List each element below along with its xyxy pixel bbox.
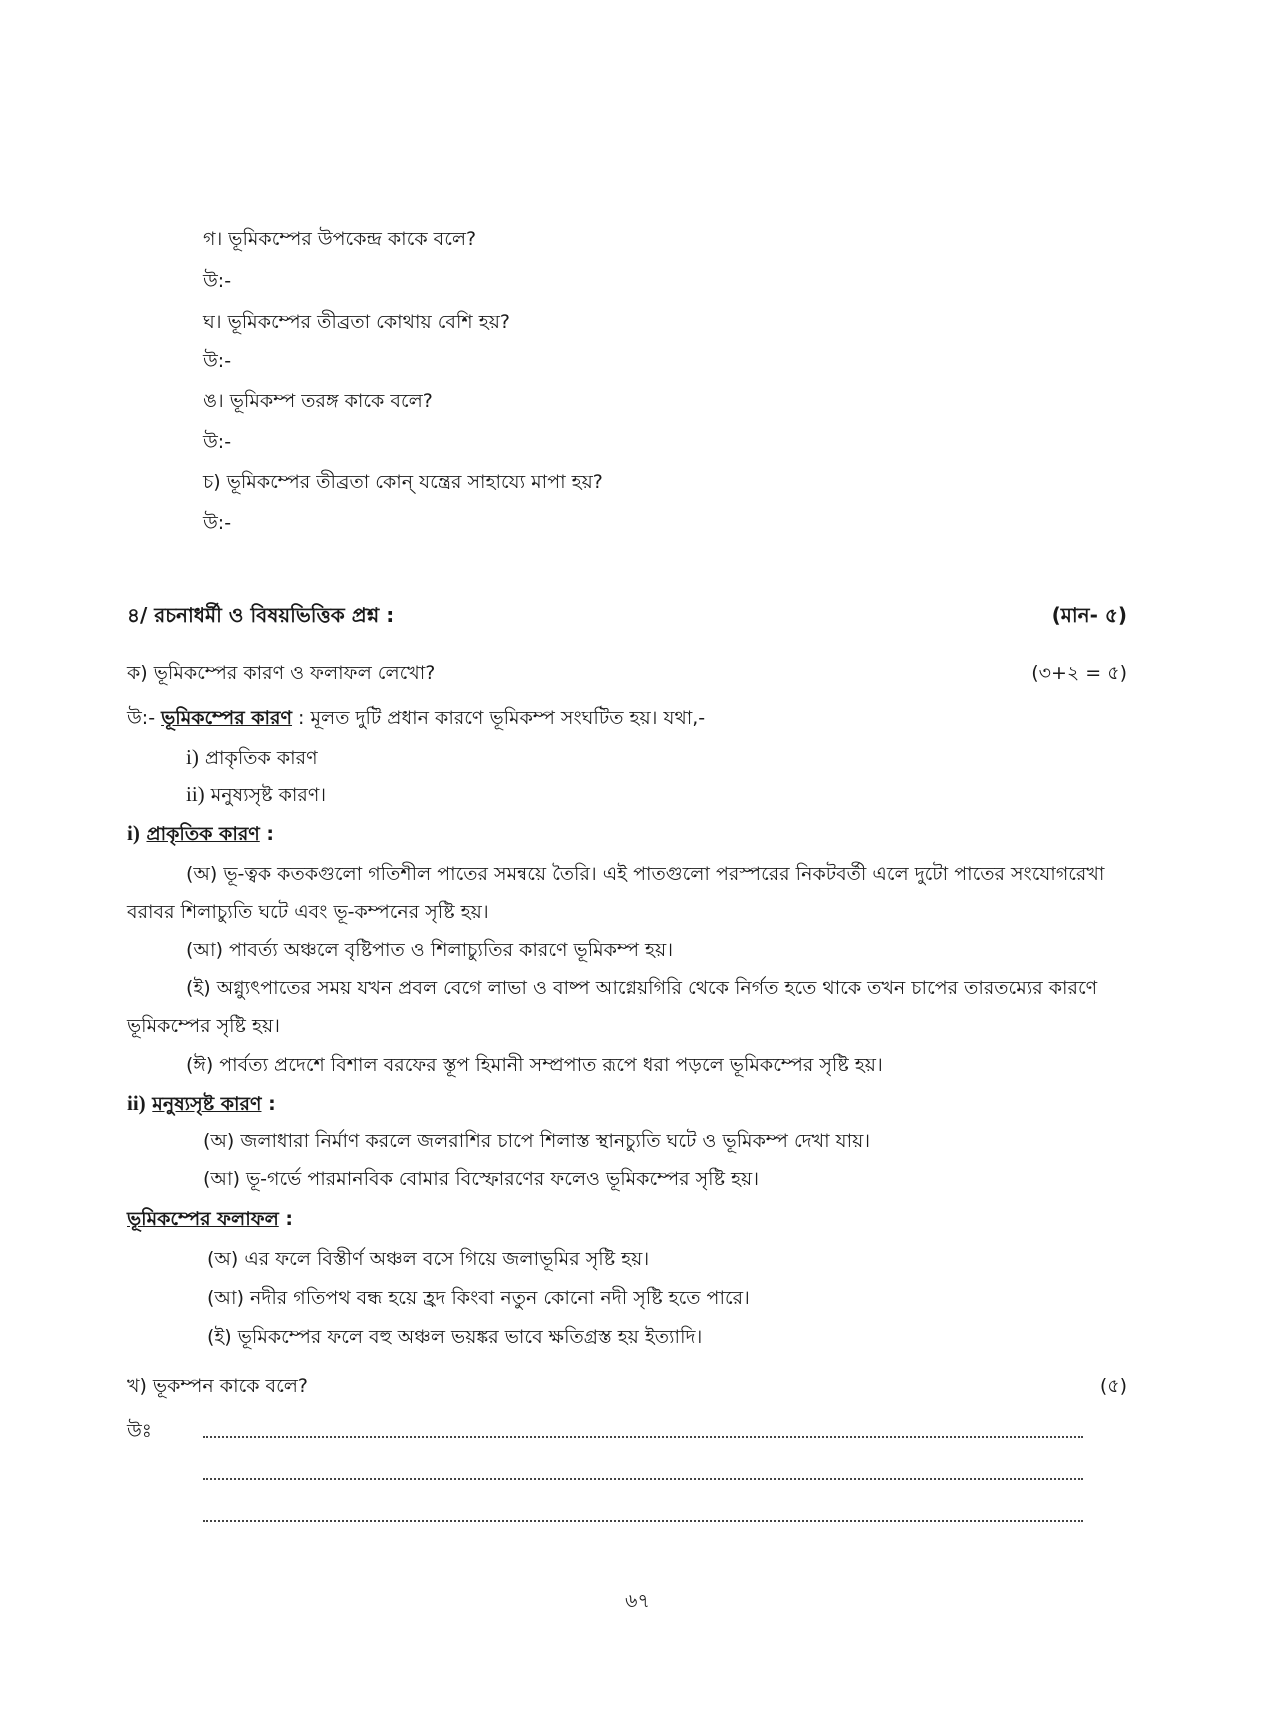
effects-title: ভূমিকম্পের ফলাফল bbox=[127, 1208, 279, 1230]
list-item-natural bbox=[186, 744, 318, 771]
effects-colon: : bbox=[278, 1208, 293, 1230]
question-ka: ক) ভূমিকম্পের কারণ ও ফলাফল লেখো? bbox=[127, 662, 436, 684]
causes-heading: ভূমিকম্পের কারণ bbox=[161, 707, 293, 729]
natural-p3-line2: ভূমিকম্পের সৃষ্টি হয়। bbox=[127, 1015, 280, 1037]
list-num: ii) bbox=[186, 782, 205, 806]
effects-item-3: (ই) ভূমিকম্পের ফলে বহু অঞ্চল ভয়ঙ্কর ভাবে ক্ষতিগ্রস্ত হয় ইত্যাদি। bbox=[207, 1326, 703, 1348]
section-marks: (মান- ৫) bbox=[1051, 603, 1127, 627]
answer-dotted-line-2 bbox=[203, 1478, 1083, 1480]
list-num: i) bbox=[186, 745, 199, 769]
answer-dotted-line-1 bbox=[203, 1436, 1083, 1438]
natural-colon: : bbox=[259, 823, 274, 845]
question-gha: ঘ। ভূমিকম্পের তীব্রতা কোথায় বেশি হয়? bbox=[203, 311, 510, 333]
question-cha: চ) ভূমিকম্পের তীব্রতা কোন্ যন্ত্রের সাহায্যে মাপা হয়? bbox=[203, 471, 603, 493]
manmade-p2: (আ) ভূ-গর্ভে পারমানবিক বোমার বিস্ফোরণের ফলেও ভূমিকম্পের সৃষ্টি হয়। bbox=[203, 1168, 759, 1190]
question-ga: গ। ভূমিকম্পের উপকেন্দ্র কাকে বলে? bbox=[203, 228, 477, 250]
answer-ga: উ:- bbox=[203, 270, 232, 292]
natural-p3-line1: (ই) অগ্ন্যুৎপাতের সময় যখন প্রবল বেগে লাভা ও বাষ্প আগ্নেয়গিরি থেকে নির্গত হতে থাকে তখন চাপের তারতম্যের কারণে bbox=[186, 977, 1098, 999]
manmade-heading bbox=[127, 1090, 276, 1117]
effects-item-1: (অ) এর ফলে বিস্তীর্ণ অঞ্চল বসে গিয়ে জলাভূমির সৃষ্টি হয়। bbox=[207, 1248, 650, 1270]
question-ka-marks: (৩+২ = ৫) bbox=[1031, 662, 1127, 684]
natural-p1-line2: বরাবর শিলাচ্যুতি ঘটে এবং ভূ-কম্পনের সৃষ্টি হয়। bbox=[127, 901, 489, 923]
answer-ka-intro bbox=[127, 705, 705, 731]
effects-heading bbox=[127, 1206, 293, 1232]
manmade-p1: (অ) জলাধারা নির্মাণ করলে জলরাশির চাপে শিলাস্ত স্থানচ্যুতি ঘটে ও ভূমিকম্প দেখা যায়। bbox=[203, 1130, 871, 1152]
answer-dotted-line-3 bbox=[203, 1520, 1083, 1522]
answer-gha: উ:- bbox=[203, 350, 232, 372]
question-kha: খ) ভূকম্পন কাকে বলে? bbox=[127, 1375, 308, 1397]
manmade-title: মনুষ্যসৃষ্ট কারণ bbox=[152, 1093, 262, 1115]
natural-heading bbox=[127, 820, 274, 847]
list-text: মনুষ্যসৃষ্ট কারণ। bbox=[204, 784, 327, 806]
answer-kha-prefix: উঃ bbox=[127, 1420, 152, 1442]
effects-item-2: (আ) নদীর গতিপথ বন্ধ হয়ে হ্রদ কিংবা নতুন কোনো নদী সৃষ্টি হতে পারে। bbox=[207, 1287, 750, 1309]
list-item-manmade bbox=[186, 781, 326, 808]
manmade-num: ii) bbox=[127, 1091, 146, 1115]
answer-cha: উ:- bbox=[203, 512, 232, 534]
page-number: ৬৭ bbox=[625, 1590, 650, 1612]
question-uma: ঙ। ভূমিকম্প তরঙ্গ কাকে বলে? bbox=[203, 390, 433, 412]
list-text: প্রাকৃতিক কারণ bbox=[198, 747, 318, 769]
natural-num: i) bbox=[127, 821, 140, 845]
answer-uma: উ:- bbox=[203, 431, 232, 453]
natural-p2: (আ) পাবর্ত্য অঞ্চলে বৃষ্টিপাত ও শিলাচ্যুতির কারণে ভূমিকম্প হয়। bbox=[186, 939, 673, 961]
question-kha-marks: (৫) bbox=[1099, 1375, 1127, 1397]
natural-p1-line1: (অ) ভূ-ত্বক কতকগুলো গতিশীল পাতের সমন্বয়ে তৈরি। এই পাতগুলো পরস্পরের নিকটবর্তী এলে দুটো পাতের সংযোগরেখা bbox=[186, 863, 1105, 885]
section-title: ৪/ রচনাধর্মী ও বিষয়ভিত্তিক প্রশ্ন : bbox=[127, 603, 395, 627]
answer-prefix: উ:- bbox=[127, 707, 162, 729]
causes-intro-text: : মূলত দুটি প্রধান কারণে ভূমিকম্প সংঘটিত হয়। যথা,- bbox=[292, 707, 706, 729]
manmade-colon: : bbox=[261, 1093, 276, 1115]
natural-p4: (ঈ) পার্বত্য প্রদেশে বিশাল বরফের স্তূপ হিমানী সম্প্রপাত রূপে ধরা পড়লে ভূমিকম্পের সৃষ্টি হয়। bbox=[186, 1054, 883, 1076]
natural-title: প্রাকৃতিক কারণ bbox=[146, 823, 260, 845]
